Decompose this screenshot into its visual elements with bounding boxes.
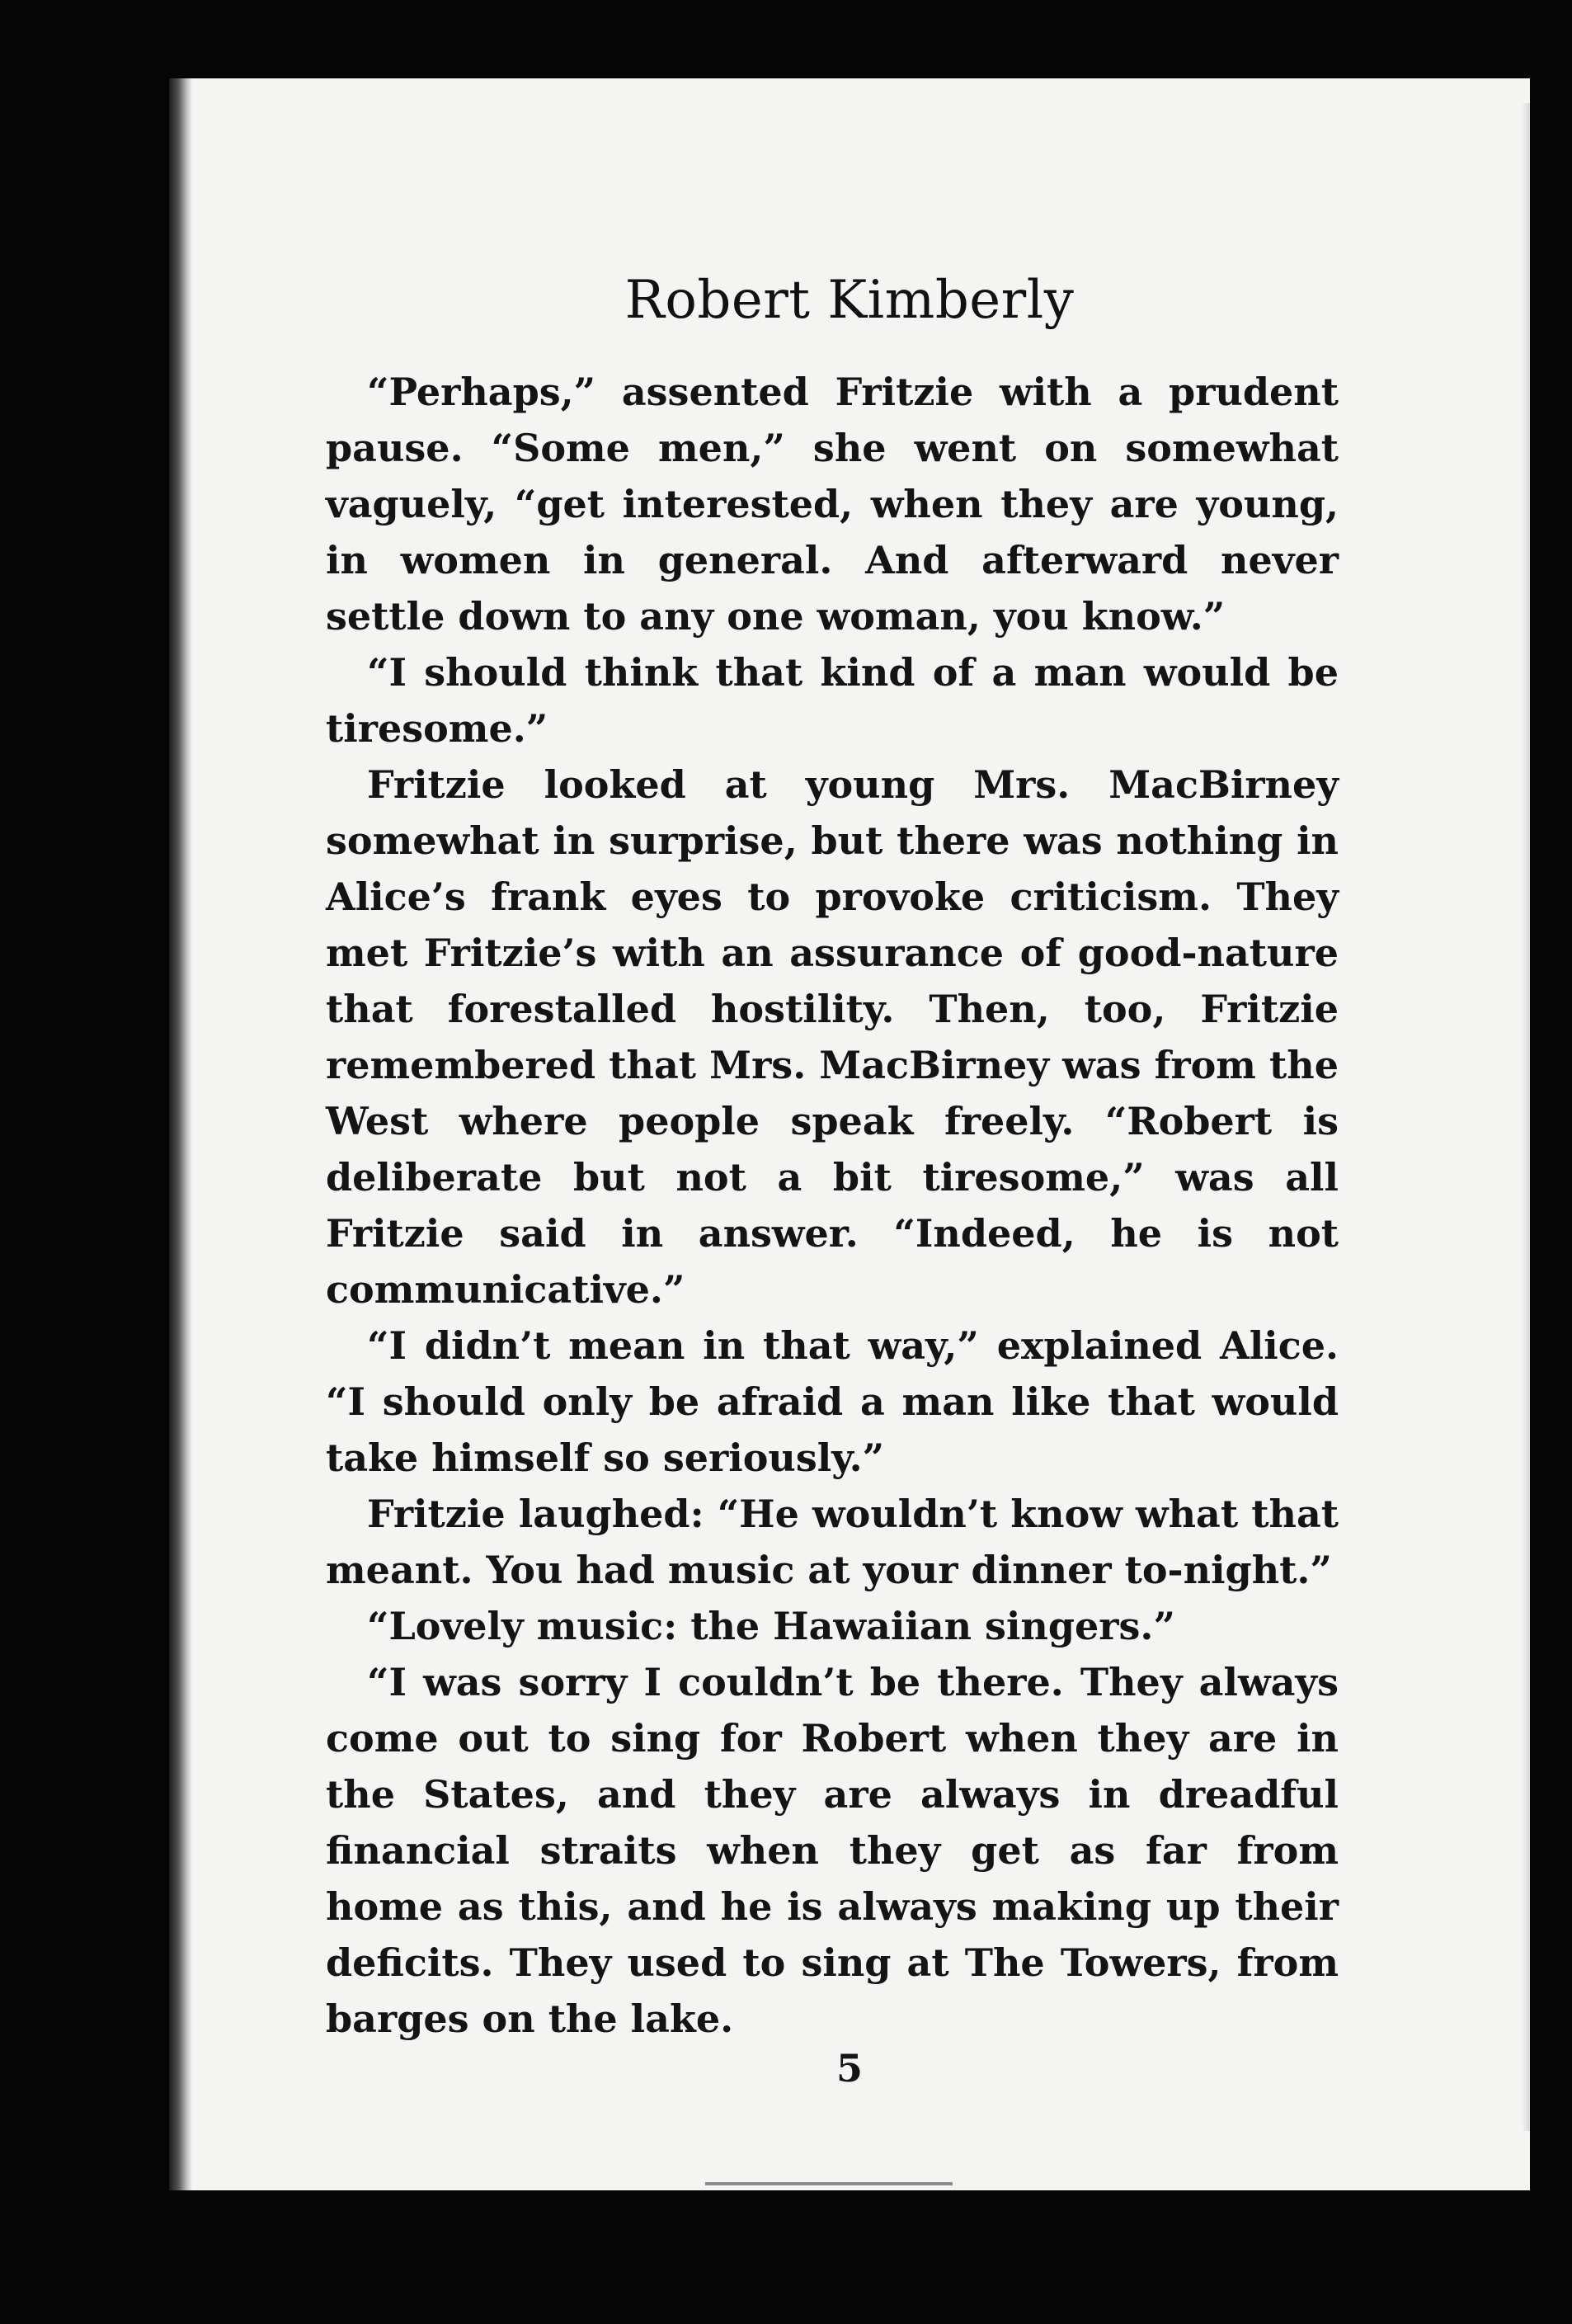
- gutter-shadow: [169, 78, 192, 2190]
- page-edge: [1522, 103, 1530, 2131]
- paragraph: “I should think that kind of a man would be tiresome.”: [326, 650, 1339, 751]
- body-text: [326, 364, 1339, 2047]
- paragraph: “I was sorry I couldn’t be there. They always come out to sing for Robert when they are in the States, and they are always in dreadful financial straits when they get as far from home as this, and he is always making up their deficits. They used to sing at The Towers, from barges on the lake.: [326, 1660, 1339, 2041]
- paragraph: “Perhaps,” assented Fritzie with a prudent pause. “Some men,” she went on somewhat vaguely, “get interested, when they are young, in women in general. And afterward never settle down to any one woman, you know.”: [326, 370, 1339, 639]
- book-page: [169, 78, 1530, 2190]
- bottom-edge-mark: [705, 2182, 953, 2185]
- page-number: 5: [835, 2046, 863, 2091]
- paragraph: “I didn’t mean in that way,” explained Alice. “I should only be afraid a man like that would take himself so seriously.”: [326, 1323, 1339, 1480]
- paragraph: Fritzie looked at young Mrs. MacBirney somewhat in surprise, but there was nothing in Alice’s frank eyes to provoke criticism. They met Fritzie’s with an assurance of good-nature that forestalled hostility. Then, too, Fritzie remembered that Mrs. MacBirney was from the West where people speak freely. “Robert is deliberate but not a bit tiresome,” was all Fritzie said in answer. “Indeed, he is not communicative.”: [326, 762, 1339, 1312]
- paragraph: “Lovely music: the Hawaiian singers.”: [367, 1604, 1175, 1648]
- running-head: Robert Kimberly: [624, 270, 1075, 331]
- paragraph: Fritzie laughed: “He wouldn’t know what that meant. You had music at your dinner to-night.”: [326, 1492, 1339, 1592]
